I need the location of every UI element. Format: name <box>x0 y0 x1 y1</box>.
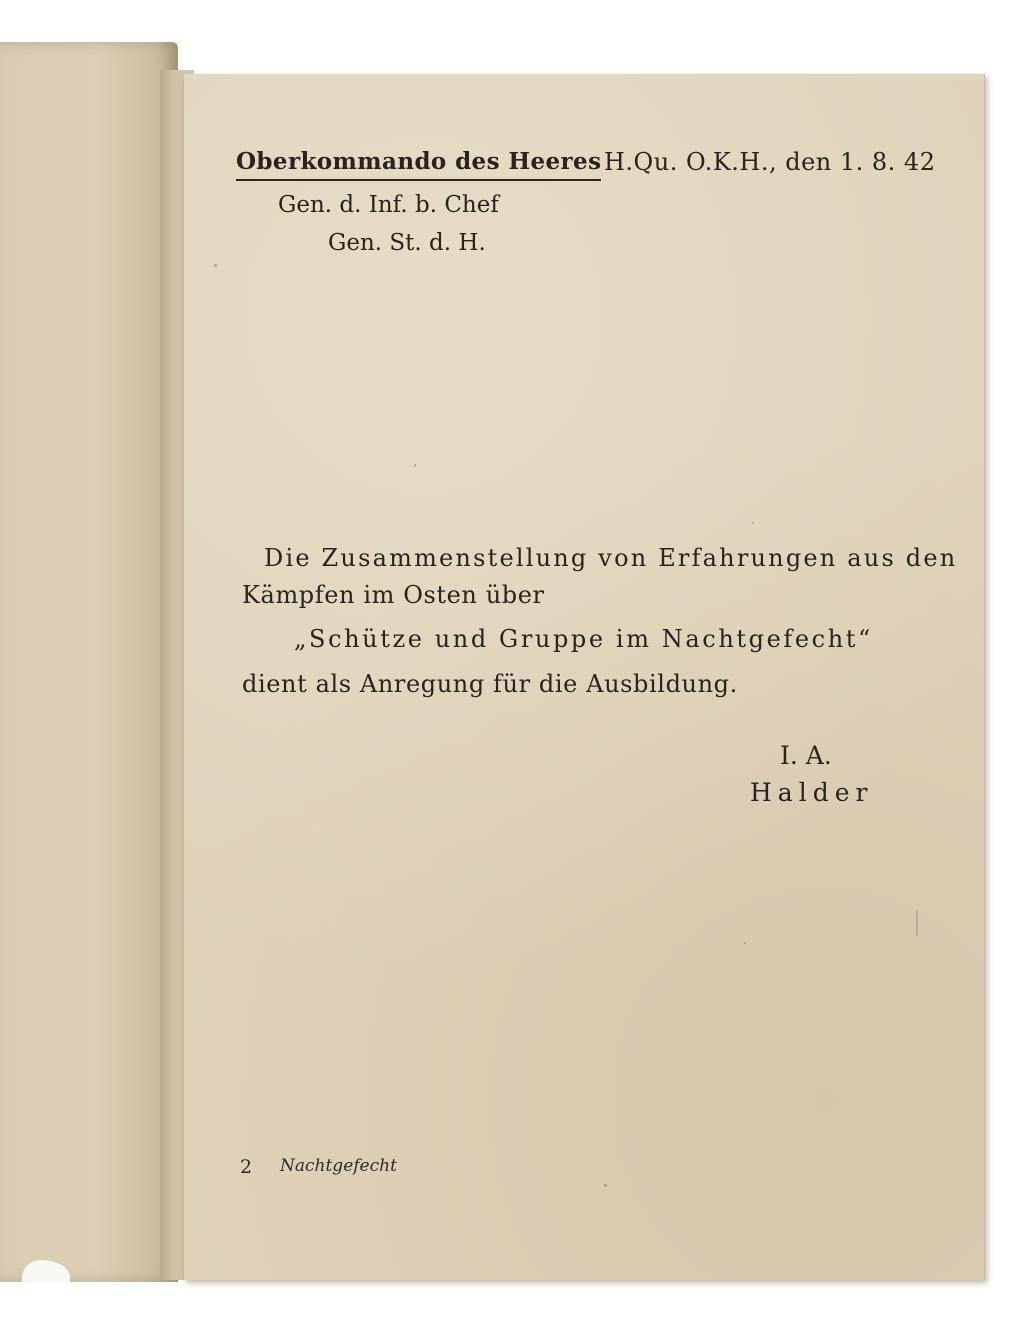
sub-heading-line-2: Gen. St. d. H. <box>328 230 486 256</box>
left-page <box>0 42 178 1282</box>
body-text-line-4: dient als Anregung für die Ausbildung. <box>242 670 738 698</box>
place-date: H.Qu. O.K.H., den 1. 8. 42 <box>604 148 936 176</box>
paper-speck <box>604 1184 607 1187</box>
paper-speck <box>916 910 918 936</box>
running-title: Nachtgefecht <box>280 1156 397 1176</box>
document-page <box>184 74 985 1280</box>
sub-heading-line-1: Gen. d. Inf. b. Chef <box>278 192 499 218</box>
page-number: 2 <box>240 1156 253 1178</box>
paper-speck <box>744 942 746 944</box>
body-text-line-3: „Schütze und Gruppe im Nachtgefecht“ <box>294 625 873 653</box>
paper-speck <box>214 264 217 267</box>
body-text-line-2: Kämpfen im Osten über <box>242 581 545 609</box>
paper-speck <box>414 464 416 467</box>
paper-speck <box>752 522 754 524</box>
signature-name: Halder <box>750 778 874 807</box>
body-text-line-1: Die Zusammenstellung von Erfahrungen aus den <box>264 544 958 572</box>
signature-abbreviation: I. A. <box>780 741 832 770</box>
organization-heading: Oberkommando des Heeres <box>236 148 601 181</box>
